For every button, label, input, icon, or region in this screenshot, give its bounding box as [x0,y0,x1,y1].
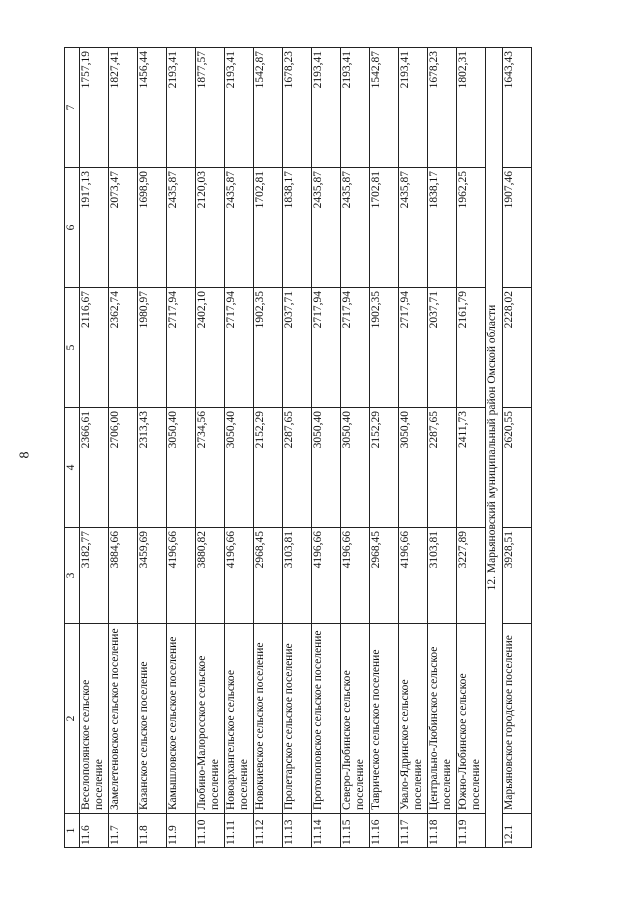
table-row [254,48,283,848]
value-col6: 2435,87 [399,168,428,288]
row-code: 11.7 [109,814,138,848]
row-code: 11.16 [370,814,399,848]
section-title: 12. Марьяновский муниципальный район Омской области [486,48,503,848]
value-col4: 2152,29 [254,408,283,528]
value-col5: 2717,94 [341,288,370,408]
value-col6: 2120,03 [196,168,225,288]
value-col3: 2968,45 [370,528,399,624]
value-col3: 3103,81 [428,528,457,624]
value-col4: 2152,29 [370,408,399,528]
table-row [399,48,428,848]
row-code: 11.12 [254,814,283,848]
value-col4: 2313,43 [138,408,167,528]
value-col3: 3182,77 [80,528,109,624]
value-col5: 2717,94 [167,288,196,408]
value-col4: 2366,61 [80,408,109,528]
table-row [225,48,254,848]
value-col7: 1678,23 [428,48,457,168]
row-name: Новокиевское сельское поселение [254,624,283,814]
value-col3: 3103,81 [283,528,312,624]
value-col5: 1980,97 [138,288,167,408]
value-col7: 2193,41 [167,48,196,168]
value-col7: 2193,41 [312,48,341,168]
rotated-page [64,48,584,848]
value-col4: 3050,40 [312,408,341,528]
value-col3: 3880,82 [196,528,225,624]
value-col6: 1838,17 [428,168,457,288]
value-col5: 2037,71 [428,288,457,408]
value-col7: 1542,87 [370,48,399,168]
section-row [486,48,503,848]
row-name: Камышловское сельское поселение [167,624,196,814]
value-col4: 2620,55 [503,408,532,528]
value-col6: 1698,90 [138,168,167,288]
value-col7: 2193,41 [225,48,254,168]
value-col3: 4196,66 [225,528,254,624]
row-name: Протопоповское сельское поселение [312,624,341,814]
column-header: 6 [65,168,80,288]
value-col7: 1643,43 [503,48,532,168]
column-header: 5 [65,288,80,408]
value-col3: 3884,66 [109,528,138,624]
value-col5: 2161,79 [457,288,486,408]
value-col5: 2037,71 [283,288,312,408]
table-row [109,48,138,848]
value-col3: 3227,89 [457,528,486,624]
value-col4: 3050,40 [225,408,254,528]
row-code: 11.10 [196,814,225,848]
value-col4: 2287,65 [283,408,312,528]
value-col6: 2073,47 [109,168,138,288]
table-row [283,48,312,848]
value-col5: 2402,10 [196,288,225,408]
tariff-table [64,47,532,848]
table-row [370,48,399,848]
table-row [457,48,486,848]
table-row [503,48,532,848]
value-col4: 3050,40 [341,408,370,528]
value-col6: 1907,46 [503,168,532,288]
row-code: 11.6 [80,814,109,848]
row-code: 11.9 [167,814,196,848]
value-col3: 4196,66 [167,528,196,624]
row-name: Любино-Малоросское сельское поселение [196,624,225,814]
value-col7: 2193,41 [399,48,428,168]
row-name: Увало-Ядринское сельское поселение [399,624,428,814]
value-col6: 2435,87 [167,168,196,288]
value-col4: 2287,65 [428,408,457,528]
column-number-row [65,48,80,848]
value-col4: 2734,56 [196,408,225,528]
row-code: 11.8 [138,814,167,848]
row-name: Казанское сельское поселение [138,624,167,814]
value-col7: 1877,57 [196,48,225,168]
row-code: 12.1 [503,814,532,848]
page-number: 8 [17,451,33,459]
value-col3: 4196,66 [312,528,341,624]
column-header: 4 [65,408,80,528]
table-row [341,48,370,848]
value-col7: 1827,41 [109,48,138,168]
value-col5: 2717,94 [399,288,428,408]
value-col5: 2116,67 [80,288,109,408]
row-code: 11.13 [283,814,312,848]
value-col7: 1757,19 [80,48,109,168]
value-col4: 2706,00 [109,408,138,528]
value-col4: 3050,40 [167,408,196,528]
row-name: Южно-Любинское сельское поселение [457,624,486,814]
value-col6: 1917,13 [80,168,109,288]
value-col5: 2362,74 [109,288,138,408]
value-col6: 2435,87 [341,168,370,288]
row-name: Замелетеновское сельское поселение [109,624,138,814]
table-row [428,48,457,848]
row-name: Веселополянское сельское поселение [80,624,109,814]
row-code: 11.15 [341,814,370,848]
table-row [167,48,196,848]
table-row [80,48,109,848]
row-code: 11.11 [225,814,254,848]
value-col7: 1802,31 [457,48,486,168]
value-col7: 1678,23 [283,48,312,168]
row-name: Марьяновское городское поселение [503,624,532,814]
value-col7: 1542,87 [254,48,283,168]
column-header: 3 [65,528,80,624]
row-name: Новоархангельское сельское поселение [225,624,254,814]
value-col5: 2717,94 [225,288,254,408]
column-header: 2 [65,624,80,814]
value-col5: 1902,35 [254,288,283,408]
value-col5: 2717,94 [312,288,341,408]
value-col6: 1962,25 [457,168,486,288]
table-row [196,48,225,848]
table-row [138,48,167,848]
row-code: 11.17 [399,814,428,848]
row-name: Северо-Любинское сельское поселение [341,624,370,814]
value-col4: 3050,40 [399,408,428,528]
row-code: 11.18 [428,814,457,848]
column-header: 1 [65,814,80,848]
value-col7: 1456,44 [138,48,167,168]
row-code: 11.14 [312,814,341,848]
value-col3: 2968,45 [254,528,283,624]
value-col5: 1902,35 [370,288,399,408]
value-col3: 4196,66 [399,528,428,624]
row-name: Центрально-Любинское сельское поселение [428,624,457,814]
value-col3: 4196,66 [341,528,370,624]
value-col6: 1838,17 [283,168,312,288]
value-col6: 2435,87 [312,168,341,288]
value-col7: 2193,41 [341,48,370,168]
table-body [80,48,532,848]
value-col5: 2228,02 [503,288,532,408]
row-name: Пролетарское сельское поселение [283,624,312,814]
column-header: 7 [65,48,80,168]
value-col4: 2411,73 [457,408,486,528]
value-col3: 3928,51 [503,528,532,624]
value-col6: 1702,81 [254,168,283,288]
value-col6: 1702,81 [370,168,399,288]
value-col3: 3459,69 [138,528,167,624]
value-col6: 2435,87 [225,168,254,288]
row-name: Таврическое сельское поселение [370,624,399,814]
table-row [312,48,341,848]
row-code: 11.19 [457,814,486,848]
